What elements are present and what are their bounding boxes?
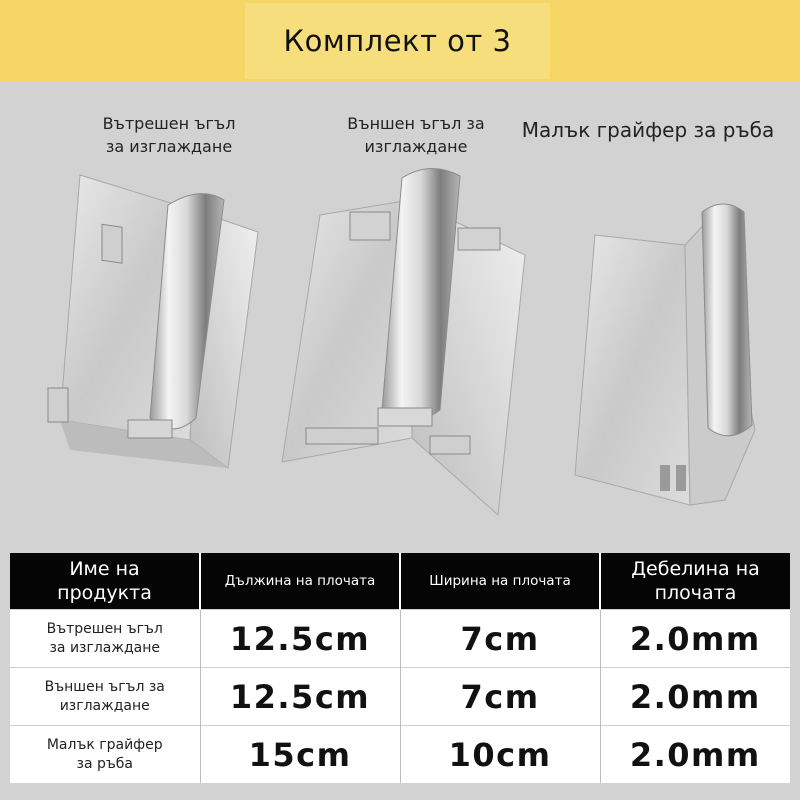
name-line: Вътрешен ъгъл [46,620,163,637]
header-line: Дебелина на [631,558,760,580]
cell-length: 12.5cm [200,668,400,726]
header-line: Ширина на плочата [429,573,571,589]
table-header-row [10,553,790,610]
name-line: Малък грайфер [46,736,163,753]
label-line: Малък грайфер за ръба [521,118,775,142]
cell-name [10,610,200,668]
spec-table [10,553,790,783]
cell-thickness: 2.0mm [600,610,790,668]
table-row [10,610,790,668]
header-product-name [10,553,200,610]
header-plate-thickness [600,553,790,610]
edge-gripper-image [575,204,755,505]
name-line: за изглаждане [49,639,161,656]
cell-width: 7cm [400,668,600,726]
header-line: плочата [654,582,737,604]
label-line: изглаждане [364,137,468,156]
cell-width: 10cm [400,726,600,784]
header-plate-width [400,553,600,610]
header-line: Име на [69,558,140,580]
cell-name [10,668,200,726]
header-plate-length [200,553,400,610]
cell-length: 12.5cm [200,610,400,668]
cell-thickness: 2.0mm [600,726,790,784]
cell-name [10,726,200,784]
cell-length: 15cm [200,726,400,784]
name-line: Външен ъгъл за [44,678,165,695]
table-row [10,726,790,784]
cell-width: 7cm [400,610,600,668]
inner-corner-trowel-image [48,175,258,468]
page-title: Комплект от 3 [283,24,512,58]
name-line: изглаждане [59,697,150,714]
label-line: Вътрешен ъгъл [102,114,236,133]
label-line: Външен ъгъл за [347,114,485,133]
name-line: за ръба [76,755,133,772]
table-row [10,668,790,726]
cell-thickness: 2.0mm [600,668,790,726]
header-line: Дължина на плочата [224,573,376,589]
header-line: продукта [57,582,152,604]
outer-corner-trowel-image [282,168,525,515]
label-line: за изглаждане [105,137,233,156]
